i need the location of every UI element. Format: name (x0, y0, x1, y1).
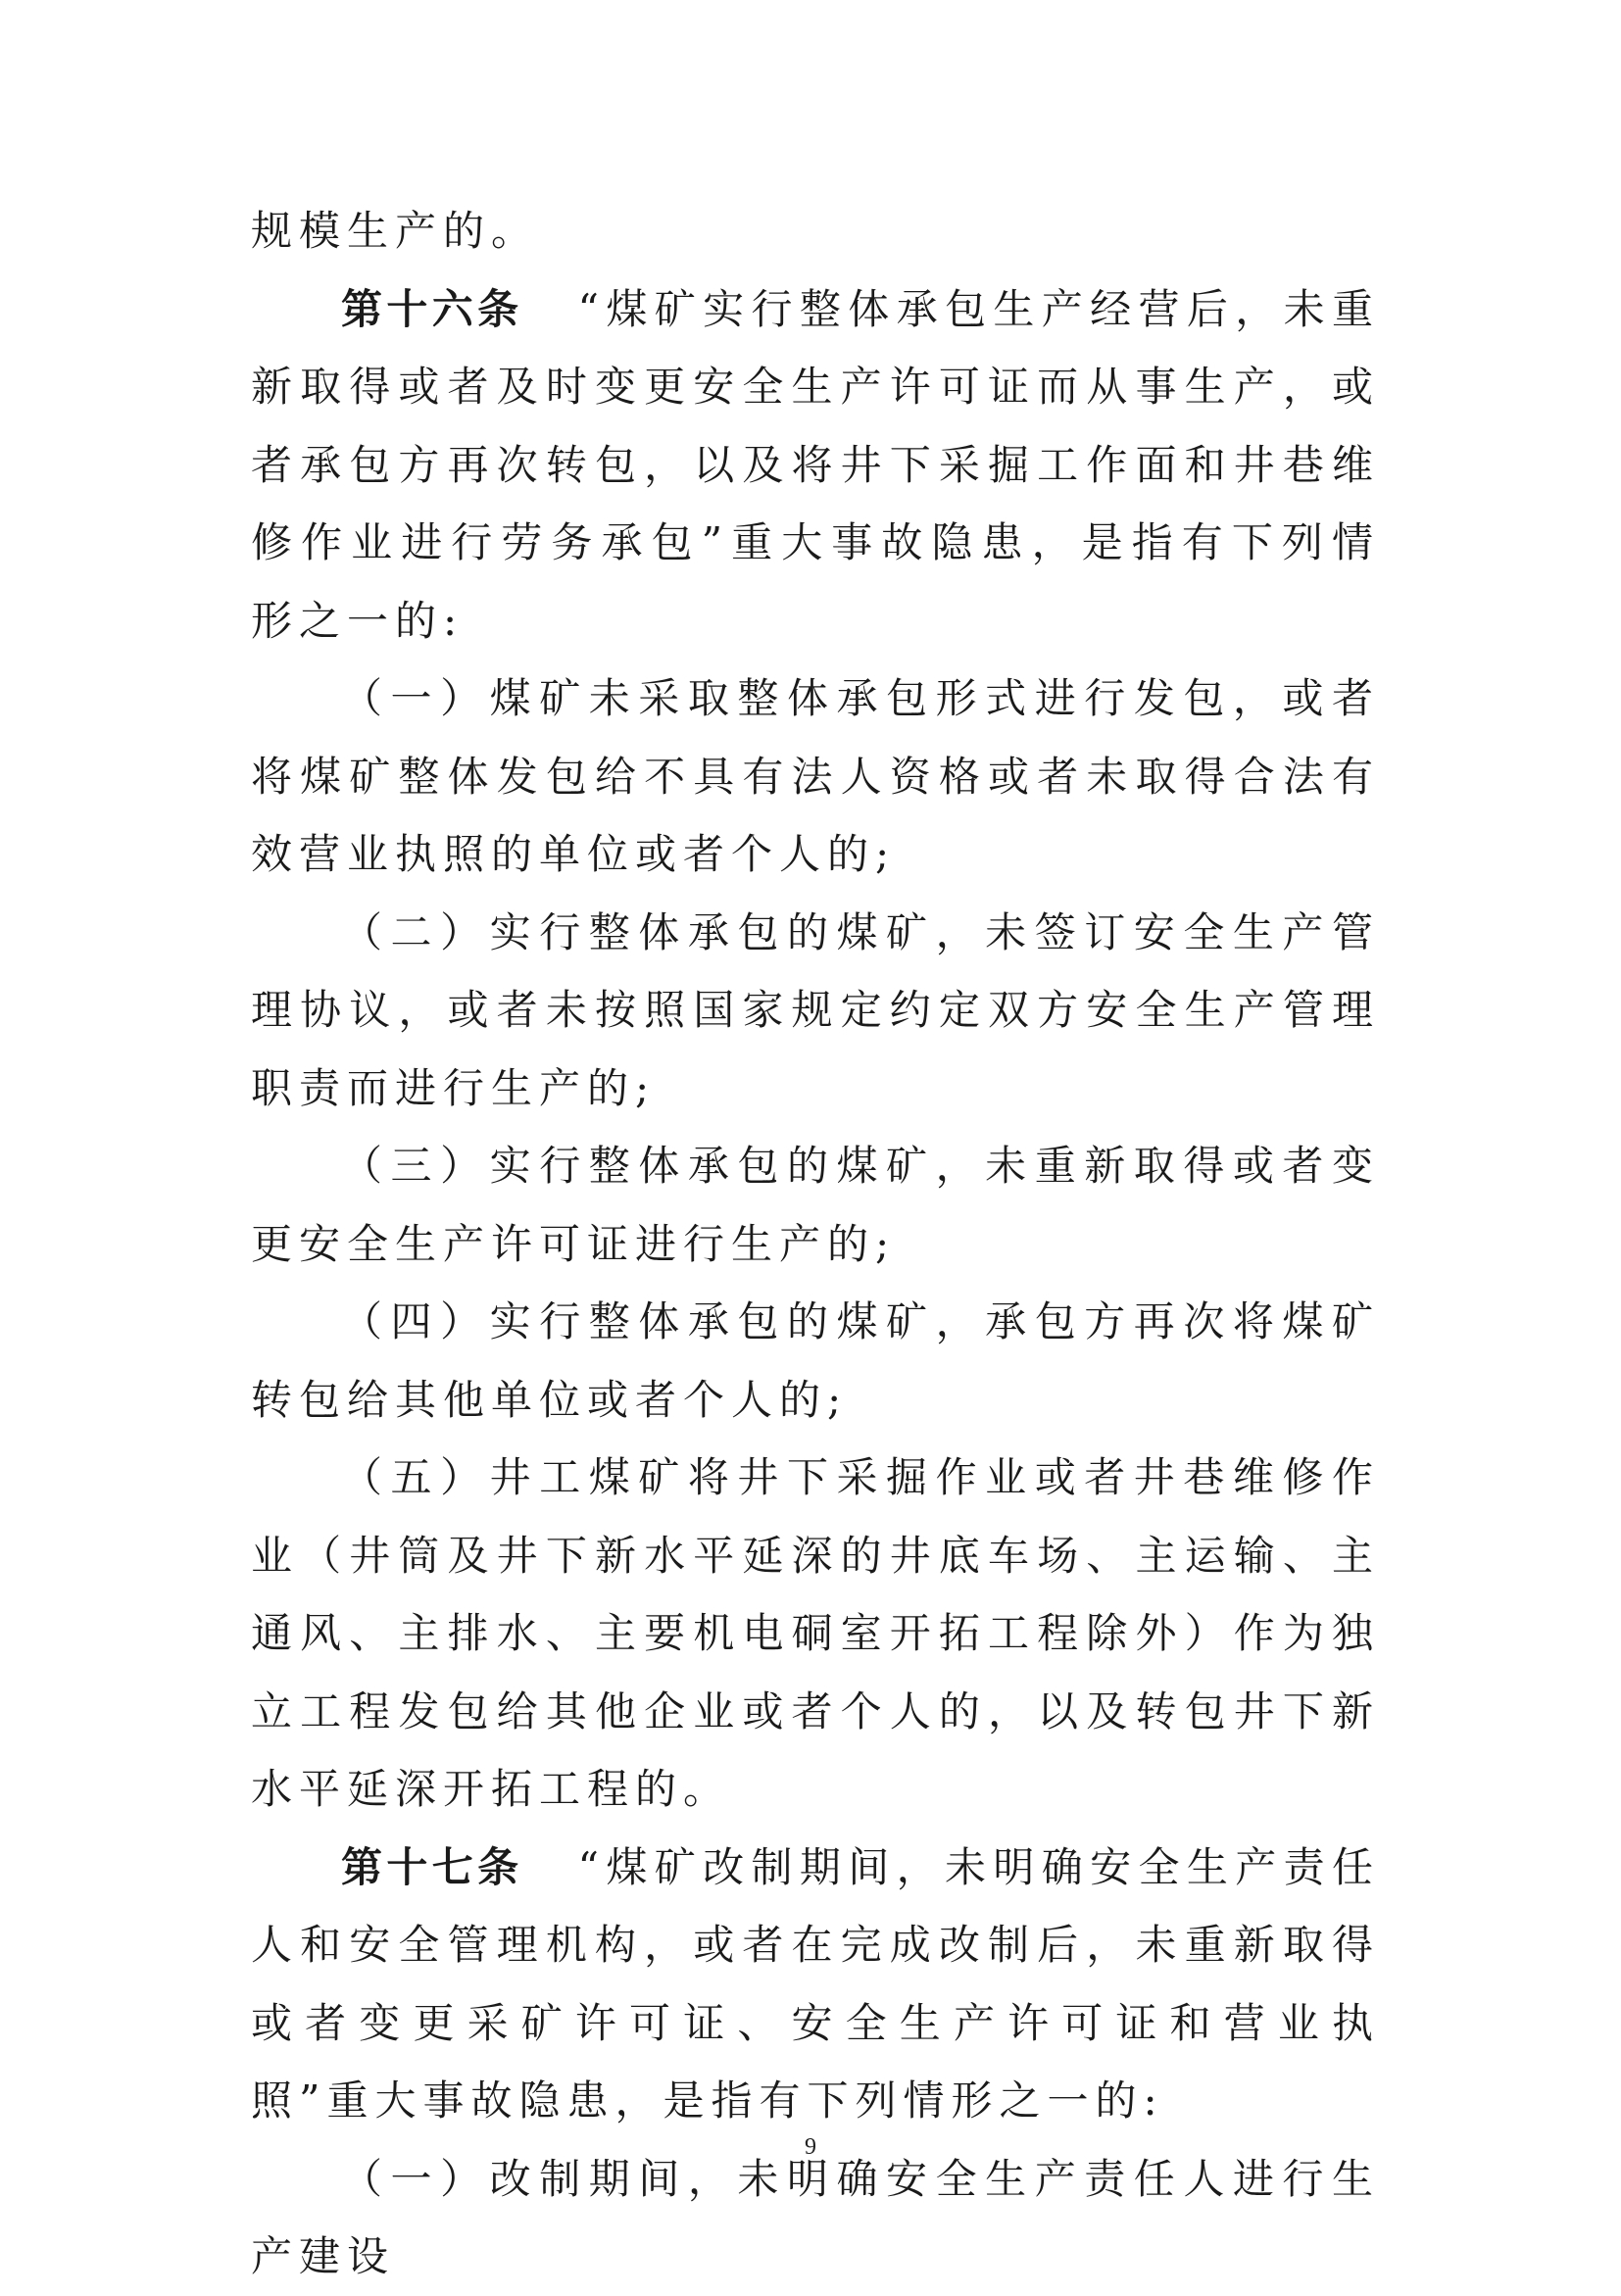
article-16-item-1: （一）煤矿未采取整体承包形式进行发包，或者将煤矿整体发包给不具有法人资格或者未取得合法有效营业执照的单位或者个人的; (251, 674, 1380, 878)
document-body (251, 192, 1380, 2296)
article-16-item-5: （五）井工煤矿将井下采掘作业或者井巷维修作业（井筒及井下新水平延深的井底车场、主运输、主通风、主排水、主要机电硐室开拓工程除外）作为独立工程发包给其他企业或者个人的，以及转包井下新水平延深开拓工程的。 (251, 1453, 1380, 1813)
article-16-heading: 第十六条 (341, 284, 523, 333)
article-17-text: “煤矿改制期间，未明确安全生产责任人和安全管理机构，或者在完成改制后，未重新取得或者变更采矿许可证、安全生产许可证和营业执照”重大事故隐患，是指有下列情形之一的: (251, 1842, 1380, 2125)
article-17-heading: 第十七条 (341, 1842, 523, 1891)
article-17-item-1: （一）改制期间，未明确安全生产责任人进行生产建设 (251, 2154, 1380, 2280)
article-16-item-3: （三）实行整体承包的煤矿，未重新取得或者变更安全生产许可证进行生产的; (251, 1142, 1380, 1268)
article-16 (251, 270, 1380, 660)
article-16-text: “煤矿实行整体承包生产经营后，未重新取得或者及时变更安全生产许可证而从事生产，或者承包方再次转包，以及将井下采掘工作面和井巷维修作业进行劳务承包”重大事故隐患，是指有下列情形之一的: (251, 284, 1380, 645)
page-number: 9 (805, 2134, 816, 2160)
article-16-item-4: （四）实行整体承包的煤矿，承包方再次将煤矿转包给其他单位或者个人的; (251, 1297, 1380, 1424)
article-17 (251, 1829, 1380, 2140)
article-16-item-2: （二）实行整体承包的煤矿，未签订安全生产管理协议，或者未按照国家规定约定双方安全生产管理职责而进行生产的; (251, 907, 1380, 1112)
paragraph-continuation: 规模生产的。 (251, 207, 540, 255)
